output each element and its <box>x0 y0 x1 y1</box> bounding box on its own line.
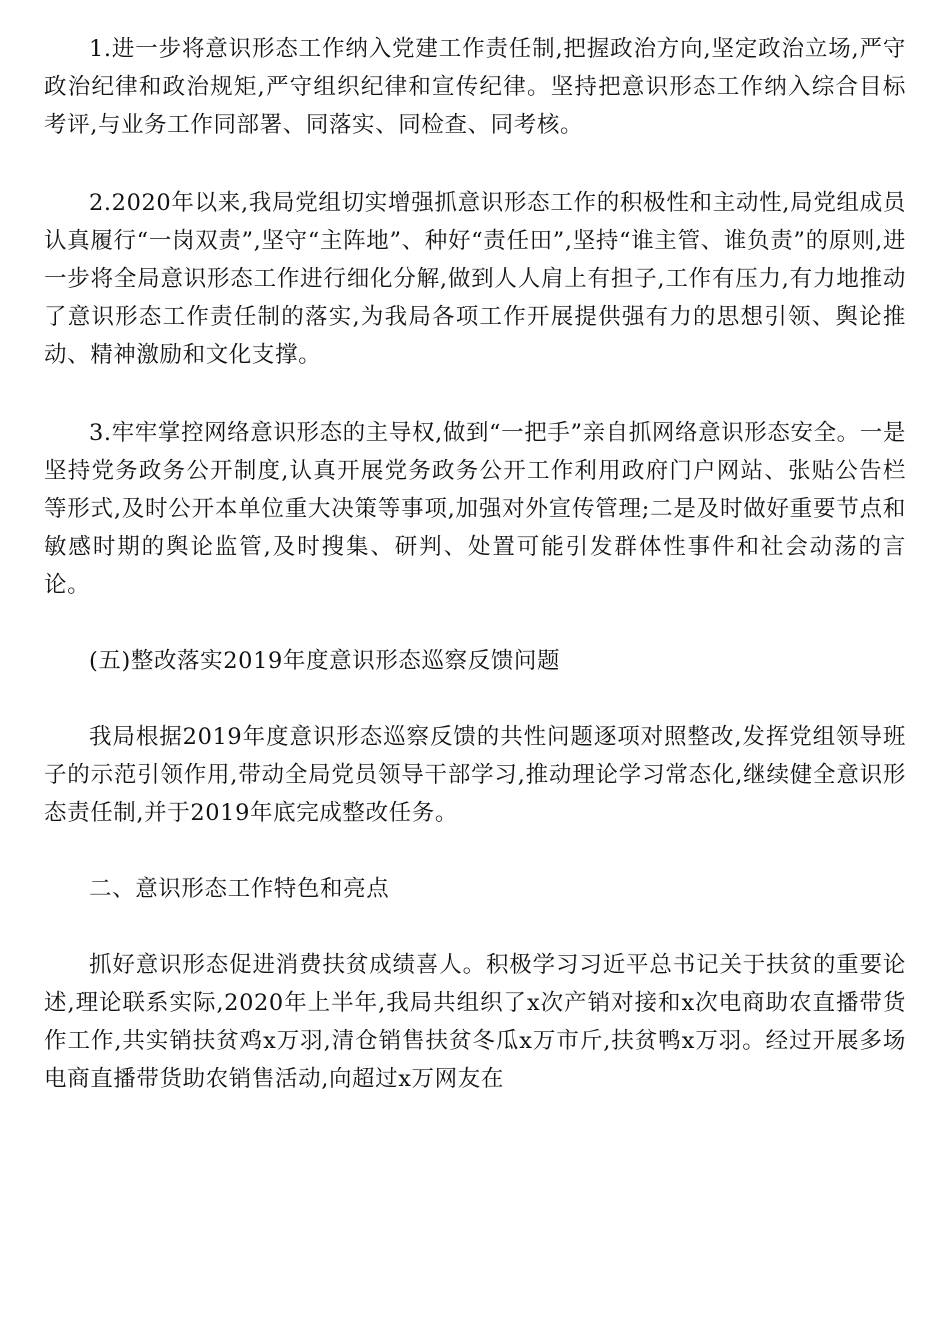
document-page <box>44 30 906 1098</box>
paragraph-rectification: 我局根据2019年度意识形态巡察反馈的共性问题逐项对照整改,发挥党组领导班子的示范引领作用,带动全局党员领导干部学习,推动理论学习常态化,继续健全意识形态责任制,并于2019年底完成整改任务。 <box>44 724 906 826</box>
section-heading-rectification: (五)整改落实2019年度意识形态巡察反馈问题 <box>89 648 561 674</box>
paragraph-party-group-since-2020: 2.2020年以来,我局党组切实增强抓意识形态工作的积极性和主动性,局党组成员认真履行“一岗双责”,坚守“主阵地”、种好“责任田”,坚持“谁主管、谁负责”的原则,进一步将全局意识形态工作进行细化分解,做到人人肩上有担子,工作有压力,有力地推动了意识形态工作责任制的落实,为我局各项工作开展提供强有力的思想引领、舆论推动、精神激励和文化支撑。 <box>44 190 906 368</box>
paragraph-consumption-poverty-alleviation: 抓好意识形态促进消费扶贫成绩喜人。积极学习习近平总书记关于扶贫的重要论述,理论联系实际,2020年上半年,我局共组织了x次产销对接和x次电商助农直播带货作工作,共实销扶贫鸡x万羽,清仓销售扶贫冬瓜x万市斤,扶贫鸭x万羽。经过开展多场电商直播带货助农销售活动,向超过x万网友在 <box>44 952 906 1092</box>
paragraph-responsibility-system: 1.进一步将意识形态工作纳入党建工作责任制,把握政治方向,坚定政治立场,严守政治纪律和政治规矩,严守组织纪律和宣传纪律。坚持把意识形态工作纳入综合目标考评,与业务工作同部署、同落实、同检查、同考核。 <box>44 36 906 138</box>
section-heading-highlights: 二、意识形态工作特色和亮点 <box>89 876 390 902</box>
paragraph-network-ideology: 3.牢牢掌控网络意识形态的主导权,做到“一把手”亲自抓网络意识形态安全。一是坚持党务政务公开制度,认真开展党务政务公开工作利用政府门户网站、张贴公告栏等形式,及时公开本单位重大决策等事项,加强对外宣传管理;二是及时做好重要节点和敏感时期的舆论监管,及时搜集、研判、处置可能引发群体性事件和社会动荡的言论。 <box>44 420 906 598</box>
